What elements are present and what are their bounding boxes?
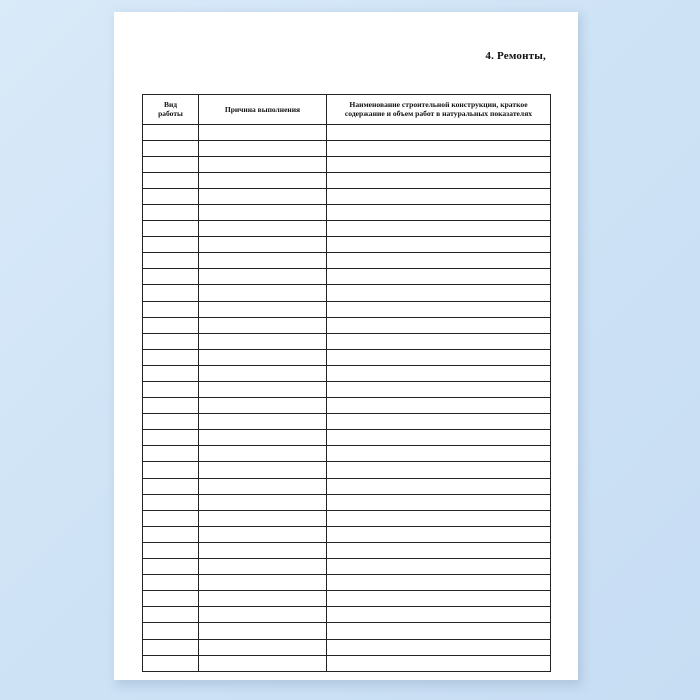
table-cell[interactable] [199,237,327,253]
column-header-work-type-line1: Вид [163,100,178,110]
table-cell[interactable] [199,204,327,220]
table-cell[interactable] [327,365,551,381]
table-cell[interactable] [143,446,199,462]
table-row[interactable] [143,333,551,349]
table-cell[interactable] [327,221,551,237]
table-header-row [143,95,551,125]
table-cell[interactable] [199,494,327,510]
table-cell[interactable] [327,398,551,414]
table-cell[interactable] [199,188,327,204]
works-table [142,94,551,672]
column-header-description [327,95,551,125]
table-cell[interactable] [143,188,199,204]
table-cell[interactable] [199,462,327,478]
table-row[interactable] [143,365,551,381]
table-cell[interactable] [199,623,327,639]
table-cell[interactable] [143,237,199,253]
table-row[interactable] [143,542,551,558]
table-cell[interactable] [143,253,199,269]
table-cell[interactable] [327,301,551,317]
table-cell[interactable] [199,333,327,349]
table-row[interactable] [143,446,551,462]
table-cell[interactable] [143,526,199,542]
table-cell[interactable] [143,382,199,398]
table-cell[interactable] [143,221,199,237]
table-cell[interactable] [327,542,551,558]
table-head [143,95,551,125]
table-cell[interactable] [143,655,199,671]
document-page [114,12,578,680]
table-cell[interactable] [327,156,551,172]
table-cell[interactable] [143,575,199,591]
table-cell[interactable] [199,607,327,623]
table-row[interactable] [143,623,551,639]
table-cell[interactable] [327,285,551,301]
table-cell[interactable] [143,301,199,317]
table-cell[interactable] [199,414,327,430]
table-cell[interactable] [143,285,199,301]
table-row[interactable] [143,494,551,510]
table-cell[interactable] [143,204,199,220]
table-cell[interactable] [143,140,199,156]
table-cell[interactable] [143,333,199,349]
table-cell[interactable] [327,655,551,671]
table-cell[interactable] [143,398,199,414]
table-row[interactable] [143,526,551,542]
table-row[interactable] [143,156,551,172]
table-row[interactable] [143,301,551,317]
table-row[interactable] [143,237,551,253]
table-row[interactable] [143,607,551,623]
table-row[interactable] [143,269,551,285]
table-cell[interactable] [143,559,199,575]
table-cell[interactable] [327,349,551,365]
table-cell[interactable] [199,301,327,317]
table-cell[interactable] [199,655,327,671]
table-row[interactable] [143,478,551,494]
table-cell[interactable] [199,221,327,237]
table-cell[interactable] [327,446,551,462]
page-title: 4. Ремонты, [485,50,546,62]
table-cell[interactable] [199,559,327,575]
table-cell[interactable] [143,269,199,285]
table-cell[interactable] [327,607,551,623]
table-cell[interactable] [327,333,551,349]
table-cell[interactable] [143,156,199,172]
table-cell[interactable] [143,639,199,655]
table-cell[interactable] [327,140,551,156]
table-row[interactable] [143,140,551,156]
table-cell[interactable] [199,398,327,414]
table-cell[interactable] [327,575,551,591]
table-cell[interactable] [143,478,199,494]
table-row[interactable] [143,430,551,446]
table-row[interactable] [143,221,551,237]
table-cell[interactable] [327,204,551,220]
table-row[interactable] [143,172,551,188]
table-cell[interactable] [327,269,551,285]
table-cell[interactable] [199,253,327,269]
table-row[interactable] [143,575,551,591]
table-cell[interactable] [199,365,327,381]
table-cell[interactable] [199,478,327,494]
table-cell[interactable] [143,591,199,607]
table-row[interactable] [143,382,551,398]
table-row[interactable] [143,253,551,269]
table-row[interactable] [143,639,551,655]
table-cell[interactable] [327,494,551,510]
table-cell[interactable] [143,607,199,623]
table-cell[interactable] [327,623,551,639]
table-cell[interactable] [327,253,551,269]
table-row[interactable] [143,124,551,140]
table-cell[interactable] [327,639,551,655]
table-row[interactable] [143,655,551,671]
column-header-description-line2: содержание и объем работ в натуральных показателях [344,109,533,119]
table-cell[interactable] [199,542,327,558]
table-cell[interactable] [199,140,327,156]
table-cell[interactable] [199,156,327,172]
table-cell[interactable] [143,430,199,446]
column-header-reason-line1: Причина выполнения [224,104,301,114]
table-cell[interactable] [199,446,327,462]
table-row[interactable] [143,510,551,526]
table-cell[interactable] [327,414,551,430]
table-row[interactable] [143,204,551,220]
table-cell[interactable] [199,575,327,591]
table-cell[interactable] [143,172,199,188]
table-cell[interactable] [327,510,551,526]
table-cell[interactable] [199,124,327,140]
table-container [142,94,550,672]
table-cell[interactable] [143,542,199,558]
table-row[interactable] [143,349,551,365]
table-cell[interactable] [143,414,199,430]
table-cell[interactable] [199,285,327,301]
table-row[interactable] [143,317,551,333]
table-cell[interactable] [327,462,551,478]
table-row[interactable] [143,285,551,301]
table-cell[interactable] [143,317,199,333]
column-header-description-line1: Наименование строительной конструкции, краткое [349,100,528,109]
table-cell[interactable] [199,172,327,188]
table-row[interactable] [143,559,551,575]
column-header-work-type [143,95,199,125]
table-cell[interactable] [143,365,199,381]
table-cell[interactable] [143,623,199,639]
table-cell[interactable] [327,188,551,204]
table-cell[interactable] [327,526,551,542]
table-cell[interactable] [327,559,551,575]
table-cell[interactable] [199,430,327,446]
table-cell[interactable] [199,317,327,333]
table-cell[interactable] [143,462,199,478]
table-row[interactable] [143,398,551,414]
table-cell[interactable] [143,349,199,365]
table-row[interactable] [143,462,551,478]
table-row[interactable] [143,188,551,204]
table-cell[interactable] [327,382,551,398]
table-cell[interactable] [327,124,551,140]
table-row[interactable] [143,414,551,430]
column-header-work-type-line2: работы [158,109,183,119]
table-cell[interactable] [199,591,327,607]
table-cell[interactable] [199,382,327,398]
table-cell[interactable] [199,269,327,285]
table-cell[interactable] [199,349,327,365]
table-cell[interactable] [327,317,551,333]
table-row[interactable] [143,591,551,607]
table-cell[interactable] [143,124,199,140]
table-cell[interactable] [143,510,199,526]
table-cell[interactable] [327,237,551,253]
column-header-reason [199,95,327,125]
table-body [143,124,551,671]
table-cell[interactable] [199,639,327,655]
table-cell[interactable] [143,494,199,510]
table-cell[interactable] [327,172,551,188]
table-cell[interactable] [199,510,327,526]
table-cell[interactable] [327,478,551,494]
table-cell[interactable] [199,526,327,542]
table-cell[interactable] [327,430,551,446]
table-cell[interactable] [327,591,551,607]
